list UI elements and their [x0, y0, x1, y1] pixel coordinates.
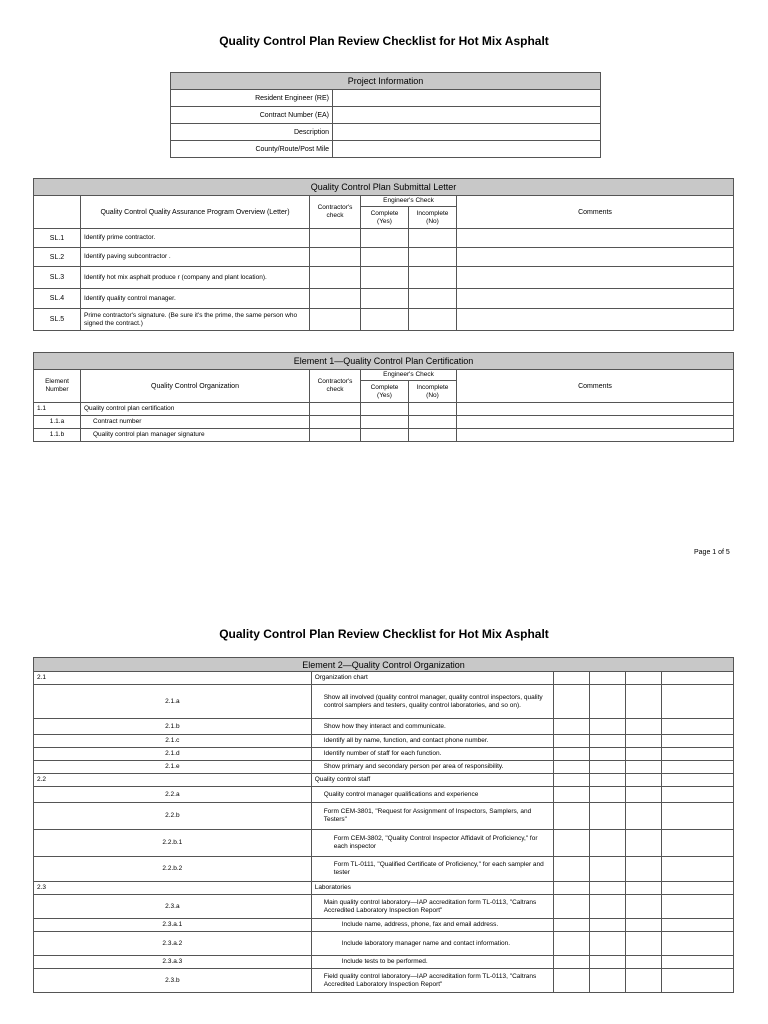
check-cell[interactable] [553, 672, 589, 685]
complete-cell[interactable] [361, 429, 409, 442]
row-text: Quality control plan manager signature [81, 429, 310, 442]
contractor-check-cell[interactable] [310, 429, 361, 442]
page-title: Quality Control Plan Review Checklist for Hot Mix Asphalt [219, 34, 549, 48]
check-cell[interactable] [625, 895, 661, 919]
comments-cell[interactable] [661, 830, 733, 857]
complete-cell[interactable] [361, 248, 409, 267]
incomplete-header: Incomplete (No) [409, 207, 457, 229]
comments-header: Comments [457, 196, 734, 229]
incomplete-cell[interactable] [409, 267, 457, 289]
comments-cell[interactable] [661, 761, 733, 774]
check-cell[interactable] [589, 882, 625, 895]
element1-header: Element 1—Quality Control Plan Certification [34, 353, 734, 370]
comments-cell[interactable] [661, 956, 733, 969]
check-cell[interactable] [589, 895, 625, 919]
row-number: 1.1.b [34, 429, 81, 442]
check-cell[interactable] [589, 719, 625, 735]
comments-cell[interactable] [457, 267, 734, 289]
row-text: Show all involved (quality control manager, quality control inspectors, quality control samplers and testers, quality control laboratories, and so on). [311, 685, 553, 719]
row-text: Identify quality control manager. [81, 289, 310, 309]
row-text: Identify paving subcontractor . [81, 248, 310, 267]
comments-header: Comments [457, 370, 734, 403]
project-info-header: Project Information [171, 73, 601, 90]
check-cell[interactable] [553, 969, 589, 993]
check-cell[interactable] [553, 895, 589, 919]
comments-cell[interactable] [457, 248, 734, 267]
comments-cell[interactable] [661, 932, 733, 956]
check-cell[interactable] [553, 774, 589, 787]
comments-cell[interactable] [661, 857, 733, 882]
complete-cell[interactable] [361, 403, 409, 416]
check-cell[interactable] [589, 956, 625, 969]
incomplete-cell[interactable] [409, 416, 457, 429]
contractor-check-cell[interactable] [310, 248, 361, 267]
check-cell[interactable] [553, 787, 589, 803]
check-cell[interactable] [625, 672, 661, 685]
check-cell[interactable] [589, 932, 625, 956]
check-cell[interactable] [589, 969, 625, 993]
check-cell[interactable] [589, 830, 625, 857]
element2-table [33, 657, 734, 993]
row-number: 2.1.a [34, 685, 312, 719]
incomplete-cell[interactable] [409, 229, 457, 248]
element-number-header: Element Number [34, 370, 81, 403]
row-text: Include laboratory manager name and contact information. [311, 932, 553, 956]
engineer-check-header: Engineer's Check [361, 370, 457, 381]
check-cell[interactable] [589, 774, 625, 787]
comments-cell[interactable] [457, 289, 734, 309]
comments-cell[interactable] [457, 403, 734, 416]
check-cell[interactable] [553, 932, 589, 956]
complete-cell[interactable] [361, 267, 409, 289]
check-cell[interactable] [625, 857, 661, 882]
incomplete-cell[interactable] [409, 248, 457, 267]
row-number: SL.5 [34, 309, 81, 331]
row-number: 2.1.e [34, 761, 312, 774]
row-number: 2.2.b [34, 803, 312, 830]
incomplete-cell[interactable] [409, 403, 457, 416]
row-text: Main quality control laboratory—IAP accreditation form TL-0113, "Caltrans Accredited Laboratory Inspection Report" [311, 895, 553, 919]
resident-engineer-label: Resident Engineer (RE) [171, 90, 333, 107]
comments-cell[interactable] [661, 735, 733, 748]
check-cell[interactable] [553, 857, 589, 882]
row-text: Form CEM-3801, "Request for Assignment of Inspectors, Samplers, and Testers" [311, 803, 553, 830]
row-text: Quality control staff [311, 774, 553, 787]
contract-number-field[interactable] [333, 107, 601, 124]
check-cell[interactable] [553, 919, 589, 932]
check-cell[interactable] [553, 735, 589, 748]
comments-cell[interactable] [661, 672, 733, 685]
description-field[interactable] [333, 124, 601, 141]
check-cell[interactable] [553, 719, 589, 735]
row-text: Contract number [81, 416, 310, 429]
submittal-letter-table [33, 178, 734, 331]
row-text: Quality control plan certification [81, 403, 310, 416]
incomplete-header: Incomplete (No) [409, 381, 457, 403]
page-title: Quality Control Plan Review Checklist for Hot Mix Asphalt [219, 627, 549, 641]
check-cell[interactable] [553, 830, 589, 857]
row-text: Form TL-0111, "Qualified Certificate of Proficiency," for each sampler and tester [311, 857, 553, 882]
row-text: Show how they interact and communicate. [311, 719, 553, 735]
row-text: Identify prime contractor. [81, 229, 310, 248]
contractor-check-cell[interactable] [310, 267, 361, 289]
incomplete-cell[interactable] [409, 429, 457, 442]
comments-cell[interactable] [457, 309, 734, 331]
row-number: 1.1.a [34, 416, 81, 429]
comments-cell[interactable] [661, 748, 733, 761]
check-cell[interactable] [589, 761, 625, 774]
row-number: 2.3.a.1 [34, 919, 312, 932]
element1-table [33, 352, 734, 442]
row-number: 2.2 [34, 774, 312, 787]
check-cell[interactable] [589, 919, 625, 932]
row-text: Include name, address, phone, fax and email address. [311, 919, 553, 932]
contractor-check-cell[interactable] [310, 403, 361, 416]
row-number: 2.2.b.1 [34, 830, 312, 857]
check-cell[interactable] [625, 932, 661, 956]
project-info-table [170, 72, 601, 158]
org-column-header: Quality Control Organization [81, 370, 310, 403]
complete-cell[interactable] [361, 416, 409, 429]
comments-cell[interactable] [457, 429, 734, 442]
row-text: Quality control manager qualifications and experience [311, 787, 553, 803]
row-text: Form CEM-3802, "Quality Control Inspector Affidavit of Proficiency," for each inspector [311, 830, 553, 857]
row-number: 2.3.a.2 [34, 932, 312, 956]
county-route-label: County/Route/Post Mile [171, 141, 333, 158]
incomplete-cell[interactable] [409, 309, 457, 331]
row-text: Laboratories [311, 882, 553, 895]
row-number: SL.3 [34, 267, 81, 289]
complete-cell[interactable] [361, 229, 409, 248]
row-number: 2.2.b.2 [34, 857, 312, 882]
contractor-check-cell[interactable] [310, 229, 361, 248]
check-cell[interactable] [553, 803, 589, 830]
comments-cell[interactable] [661, 787, 733, 803]
comments-cell[interactable] [661, 969, 733, 993]
row-number: 2.3.a.3 [34, 956, 312, 969]
row-text: Organization chart [311, 672, 553, 685]
check-cell[interactable] [625, 735, 661, 748]
check-cell[interactable] [553, 748, 589, 761]
comments-cell[interactable] [457, 416, 734, 429]
comments-cell[interactable] [661, 685, 733, 719]
complete-header: Complete (Yes) [361, 381, 409, 403]
row-number: 2.1.c [34, 735, 312, 748]
row-number: 2.2.a [34, 787, 312, 803]
check-cell[interactable] [625, 748, 661, 761]
comments-cell[interactable] [661, 719, 733, 735]
row-text: Include tests to be performed. [311, 956, 553, 969]
comments-cell[interactable] [661, 895, 733, 919]
county-route-field[interactable] [333, 141, 601, 158]
submittal-header: Quality Control Plan Submittal Letter [34, 179, 734, 196]
comments-cell[interactable] [661, 774, 733, 787]
element2-header: Element 2—Quality Control Organization [34, 658, 734, 672]
check-cell[interactable] [589, 672, 625, 685]
check-cell[interactable] [625, 774, 661, 787]
check-cell[interactable] [589, 685, 625, 719]
contractor-check-header: Contractor's check [310, 370, 361, 403]
check-cell[interactable] [625, 685, 661, 719]
engineer-check-header: Engineer's Check [361, 196, 457, 207]
row-number: SL.2 [34, 248, 81, 267]
row-number: 2.1 [34, 672, 312, 685]
contractor-check-cell[interactable] [310, 309, 361, 331]
row-number: 1.1 [34, 403, 81, 416]
check-cell[interactable] [553, 761, 589, 774]
check-cell[interactable] [625, 956, 661, 969]
row-number: SL.1 [34, 229, 81, 248]
contractor-check-header: Contractor's check [310, 196, 361, 229]
row-number: 2.3 [34, 882, 312, 895]
contractor-check-cell[interactable] [310, 289, 361, 309]
complete-cell[interactable] [361, 309, 409, 331]
check-cell[interactable] [625, 803, 661, 830]
row-text: Field quality control laboratory—IAP accreditation form TL-0113, "Caltrans Accredited Laboratory Inspection Report" [311, 969, 553, 993]
row-text: Prime contractor's signature. (Be sure it's the prime, the same person who signed the contract.) [81, 309, 310, 331]
row-number: 2.1.b [34, 719, 312, 735]
contractor-check-cell[interactable] [310, 416, 361, 429]
incomplete-cell[interactable] [409, 289, 457, 309]
check-cell[interactable] [625, 919, 661, 932]
page-number: Page 1 of 5 [694, 549, 730, 556]
row-text: Identify hot mix asphalt produce r (company and plant location). [81, 267, 310, 289]
row-number: 2.3.a [34, 895, 312, 919]
check-cell[interactable] [625, 787, 661, 803]
check-cell[interactable] [589, 803, 625, 830]
row-number: 2.3.b [34, 969, 312, 993]
comments-cell[interactable] [457, 229, 734, 248]
check-cell[interactable] [625, 761, 661, 774]
row-text: Identify all by name, function, and contact phone number. [311, 735, 553, 748]
comments-cell[interactable] [661, 919, 733, 932]
comments-cell[interactable] [661, 803, 733, 830]
check-cell[interactable] [589, 748, 625, 761]
check-cell[interactable] [553, 882, 589, 895]
row-number: 2.1.d [34, 748, 312, 761]
check-cell[interactable] [625, 830, 661, 857]
check-cell[interactable] [589, 787, 625, 803]
check-cell[interactable] [625, 882, 661, 895]
row-number: SL.4 [34, 289, 81, 309]
check-cell[interactable] [589, 857, 625, 882]
check-cell[interactable] [553, 685, 589, 719]
resident-engineer-field[interactable] [333, 90, 601, 107]
complete-header: Complete (Yes) [361, 207, 409, 229]
contract-number-label: Contract Number (EA) [171, 107, 333, 124]
check-cell[interactable] [589, 735, 625, 748]
check-cell[interactable] [625, 719, 661, 735]
row-text: Identify number of staff for each function. [311, 748, 553, 761]
overview-column-header: Quality Control Quality Assurance Program Overview (Letter) [81, 196, 310, 229]
check-cell[interactable] [625, 969, 661, 993]
comments-cell[interactable] [661, 882, 733, 895]
check-cell[interactable] [553, 956, 589, 969]
description-label: Description [171, 124, 333, 141]
complete-cell[interactable] [361, 289, 409, 309]
row-text: Show primary and secondary person per area of responsibility. [311, 761, 553, 774]
